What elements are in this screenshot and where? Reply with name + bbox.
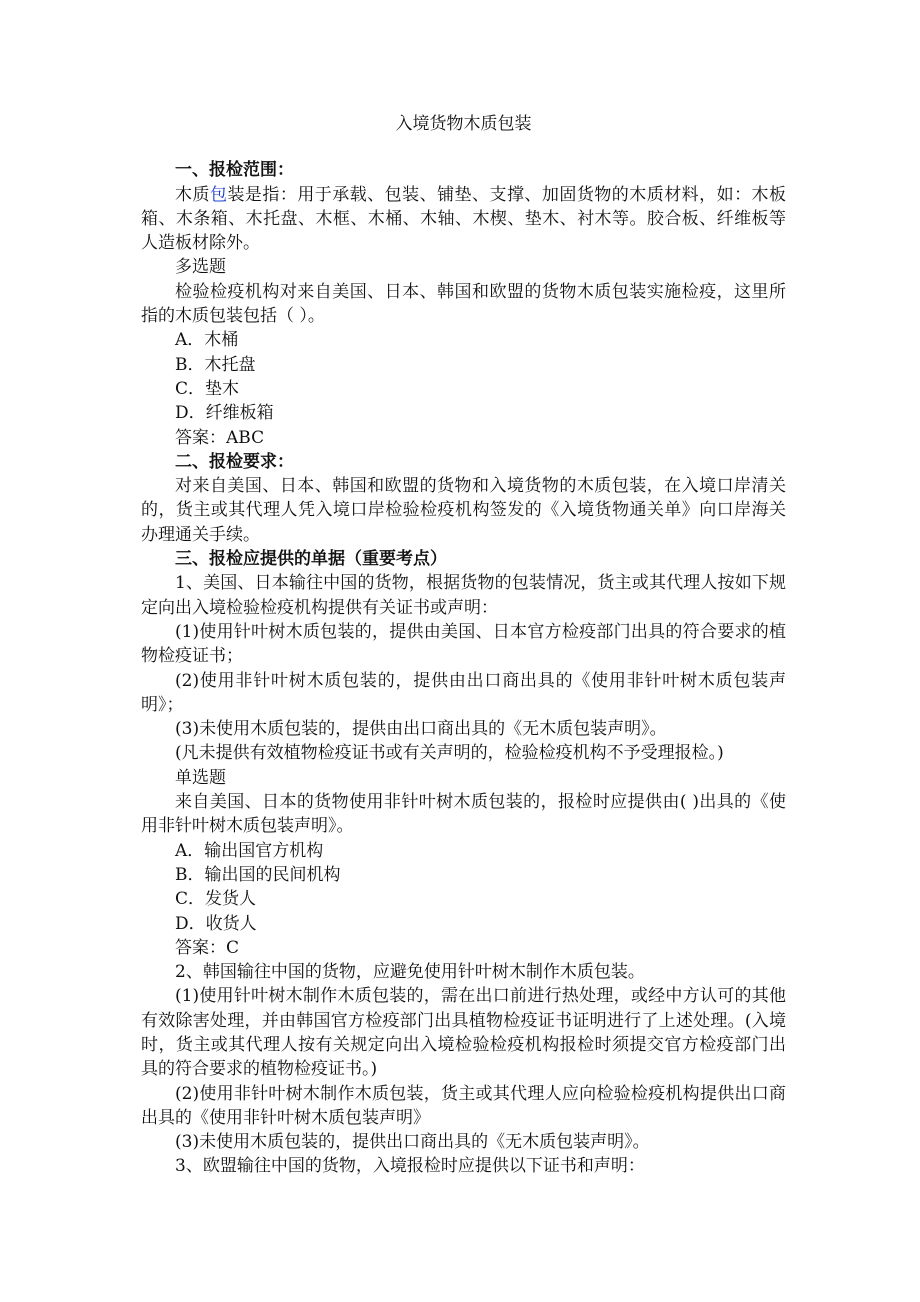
question-type-label: 多选题: [175, 257, 226, 278]
paragraph-item: (2)使用非针叶树木制作木质包装，货主或其代理人应向检验检疫机构提供出口商出具的《使用非针叶树木质包装声明》: [141, 1083, 786, 1128]
document-title: 入境货物木质包装: [395, 114, 532, 134]
option-item: B．木托盘: [175, 354, 256, 375]
paragraph-item: (1)使用针叶树木质包装的，提供由美国、日本官方检疫部门出具的符合要求的植物检疫证书；: [141, 621, 786, 667]
definition-link[interactable]: 包: [209, 184, 228, 205]
option-item: B．输出国的民间机构: [175, 864, 341, 885]
question-text: 检验检疫机构对来自美国、日本、韩国和欧盟的货物木质包装实施检疫，这里所指的木质包装包括（ ）。: [141, 281, 786, 327]
option-item: D．纤维板箱: [175, 403, 274, 424]
question-type-label: 单选题: [175, 767, 226, 788]
section-heading-requirements: 二、报检要求：: [175, 451, 294, 472]
document-body: [141, 112, 786, 1179]
paragraph-definition: [141, 183, 786, 256]
option-item: C．垫木: [175, 378, 240, 399]
option-item: A．木桶: [175, 330, 239, 351]
paragraph-item: (1)使用针叶树木制作木质包装的，需在出口前进行热处理，或经中方认可的其他有效除害处理，并由韩国官方检疫部门出具植物检疫证书证明进行了上述处理。(入境时，货主或其代理人按有关规定向出入境检验检疫机构报检时须提交官方检疫部门出具的符合要求的植物检疫证书。): [141, 986, 786, 1080]
paragraph-note: (凡未提供有效植物检疫证书或有关声明的，检验检疫机构不予受理报检。): [175, 743, 724, 764]
section-heading-scope: 一、报检范围：: [175, 160, 294, 181]
option-item: A．输出国官方机构: [175, 840, 324, 861]
paragraph-item: (3)未使用木质包装的，提供出口商出具的《无木质包装声明》。: [175, 1132, 650, 1153]
question-text: 来自美国、日本的货物使用非针叶树木质包装的，报检时应提供由( )出具的《使用非针叶树木质包装声明》。: [141, 792, 786, 837]
paragraph-item: 2、韩国输往中国的货物，应避免使用针叶树木制作木质包装。: [175, 962, 645, 983]
definition-prefix: 木质: [175, 184, 210, 205]
paragraph-requirements: 对来自美国、日本、韩国和欧盟的货物和入境货物的木质包装，在入境口岸清关的，货主或其代理人凭入境口岸检验检疫机构签发的《入境货物通关单》向口岸海关办理通关手续。: [141, 476, 786, 545]
paragraph-item: 1、美国、日本输往中国的货物，根据货物的包装情况，货主或其代理人按如下规定向出入境检验检疫机构提供有关证书或声明：: [141, 573, 786, 618]
section-heading-documents: 三、报检应提供的单据（重要考点）: [175, 549, 447, 570]
paragraph-item: (3)未使用木质包装的，提供由出口商出具的《无木质包装声明》。: [175, 719, 667, 740]
definition-text: 装是指：用于承载、包装、铺垫、支撑、加固货物的木质材料，如：木板箱、木条箱、木托盘、木框、木桶、木轴、木楔、垫木、衬木等。胶合板、纤维板等人造板材除外。: [141, 184, 787, 254]
answer-text: 答案：C: [175, 937, 240, 958]
option-item: C．发货人: [175, 889, 257, 910]
answer-text: 答案：ABC: [175, 427, 265, 448]
option-item: D．收货人: [175, 913, 257, 934]
paragraph-item: 3、欧盟输往中国的货物，入境报检时应提供以下证书和声明：: [175, 1156, 645, 1177]
paragraph-item: (2)使用非针叶树木质包装的，提供由出口商出具的《使用非针叶树木质包装声明》；: [141, 670, 786, 715]
